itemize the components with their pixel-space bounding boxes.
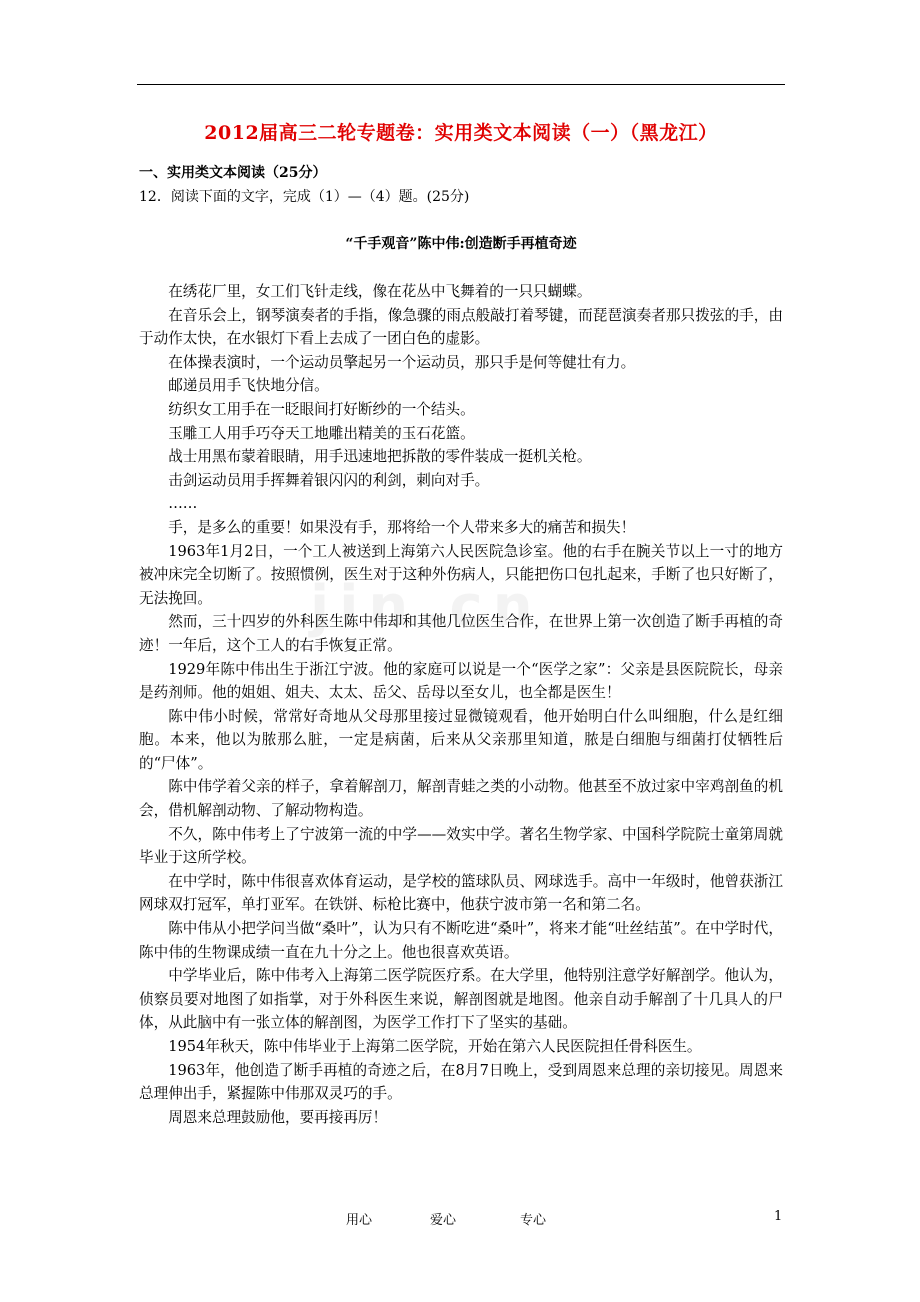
paragraph: 1954年秋天，陈中伟毕业于上海第二医学院，开始在第六人民医院担任骨科医生。 [168,1038,702,1055]
section-heading: 一、实用类文本阅读（25分） [139,165,327,181]
document-title: 2012届高三二轮专题卷：实用类文本阅读（一）（黑龙江） [204,122,718,144]
article-body [139,280,783,1129]
paragraph: 中学毕业后，陈中伟考入上海第二医学院医疗系。在大学里，他特别注意学好解剖学。他认为，侦察员要对地图了如指掌，对于外科医生来说，解剖图就是地图。他亲自动手解剖了十几具人的尸体，从此脑中有一张立体的解剖图，为医学工作打下了坚实的基础。 [139,967,783,1032]
paragraph: 1929年陈中伟出生于浙江宁波。他的家庭可以说是一个“医学之家”：父亲是县医院院长，母亲是药剂师。他的姐姐、姐夫、太太、岳父、岳母以至女儿，也全都是医生！ [139,660,783,702]
paragraph: 在音乐会上，钢琴演奏者的手指，像急骤的雨点般敲打着琴键，而琵琶演奏者那只拨弦的手，由于动作太快，在水银灯下看上去成了一团白色的虚影。 [139,306,783,348]
paragraph: 1963年1月2日，一个工人被送到上海第六人民医院急诊室。他的右手在腕关节以上一寸的地方被冲床完全切断了。按照惯例，医生对于这种外伤病人，只能把伤口包扎起来，手断了也只好断了，无法挽回。 [139,542,783,607]
page-footer [0,1209,920,1229]
paragraph: 然而，三十四岁的外科医生陈中伟却和其他几位医生合作，在世界上第一次创造了断手再植的奇迹！一年后，这个工人的右手恢复正常。 [139,613,783,654]
paragraph: 在中学时，陈中伟很喜欢体育运动，是学校的篮球队员、网球选手。高中一年级时，他曾获浙江网球双打冠军，单打亚军。在铁饼、标枪比赛中，他获宁波市第一名和第二名。 [139,872,783,914]
paragraph: 不久，陈中伟考上了宁波第一流的中学——效实中学。著名生物学家、中国科学院院士童第周就毕业于这所学校。 [139,825,783,867]
page-number: 1 [774,1209,783,1224]
paragraph: 邮递员用手飞快地分信。 [168,377,329,395]
footer-motto: 爱心 [430,1213,457,1228]
paragraph: 1963年，他创造了断手再植的奇迹之后，在8月7日晚上，受到周恩来总理的亲切接见。周恩来总理伸出手，紧握陈中伟那双灵巧的手。 [139,1061,783,1103]
question-intro: 12．阅读下面的文字，完成（1）—（4）题。(25分) [139,189,470,205]
paragraph: 纺织女工用手在一眨眼间打好断纱的一个结头。 [168,400,475,418]
header-rule [137,84,785,85]
footer-motto: 专心 [520,1213,547,1228]
paragraph: 击剑运动员用手挥舞着银闪闪的利剑，刺向对手。 [168,471,490,489]
footer-motto: 用心 [346,1213,373,1228]
paragraph: 陈中伟从小把学问当做“桑叶”，认为只有不断吃进“桑叶”，将来才能“吐丝结茧”。在中学时代，陈中伟的生物课成绩一直在九十分之上。他也很喜欢英语。 [139,920,783,961]
ellipsis: …… [168,495,198,513]
paragraph: 在绣花厂里，女工们飞针走线，像在花丛中飞舞着的一只只蝴蝶。 [168,283,592,300]
paragraph: 周恩来总理鼓励他，要再接再厉！ [168,1108,388,1126]
paragraph: 战士用黑布蒙着眼睛，用手迅速地把拆散的零件装成一挺机关枪。 [168,448,592,466]
paragraph: 陈中伟小时候，常常好奇地从父母那里接过显微镜观看，他开始明白什么叫细胞，什么是红细胞。本来，他以为脓那么脏，一定是病菌，后来从父亲那里知道，脓是白细胞与细菌打仗牺牲后的“尸体”。 [139,707,783,772]
article-title: “千手观音”陈中伟:创造断手再植奇迹 [345,236,577,252]
paragraph: 在体操表演时，一个运动员擎起另一个运动员，那只手是何等健壮有力。 [168,353,636,371]
paragraph: 手，是多么的重要！如果没有手，那将给一个人带来多大的痛苦和损失！ [168,518,636,536]
paragraph: 玉雕工人用手巧夺天工地雕出精美的玉石花篮。 [168,424,475,442]
paragraph: 陈中伟学着父亲的样子，拿着解剖刀，解剖青蛙之类的小动物。他甚至不放过家中宰鸡剖鱼的机会，借机解剖动物、了解动物构造。 [139,778,783,820]
